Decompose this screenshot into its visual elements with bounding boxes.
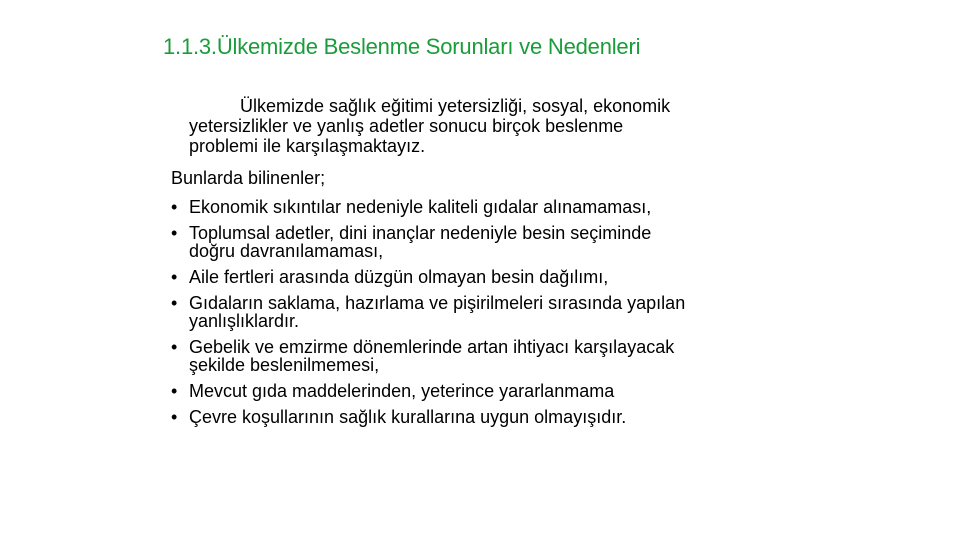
bullet-text: Toplumsal adetler, dini inançlar nedeniyle besin seçiminde <box>189 223 652 243</box>
subheading: Bunlarda bilinenler; <box>171 168 326 188</box>
bullet-icon: • <box>171 223 178 243</box>
intro-line: yetersizlikler ve yanlış adetler sonucu birçok beslenme <box>189 116 624 136</box>
bullet-icon: • <box>171 381 178 401</box>
intro-paragraph <box>189 96 789 156</box>
bullet-item <box>171 336 811 376</box>
intro-line: problemi ile karşılaşmaktayız. <box>189 136 426 156</box>
bullet-list <box>171 196 811 432</box>
bullet-item <box>171 380 811 402</box>
bullet-text: doğru davranılamaması, <box>189 241 384 261</box>
intro-line: Ülkemizde sağlık eğitimi yetersizliği, sosyal, ekonomik <box>240 96 671 116</box>
bullet-icon: • <box>171 197 178 217</box>
bullet-icon: • <box>171 293 178 313</box>
bullet-icon: • <box>171 267 178 287</box>
bullet-text: Ekonomik sıkıntılar nedeniyle kaliteli gıdalar alınamaması, <box>189 197 652 217</box>
slide-title: 1.1.3.Ülkemizde Beslenme Sorunları ve Nedenleri <box>163 34 641 59</box>
bullet-item <box>171 266 811 288</box>
bullet-text: Mevcut gıda maddelerinden, yeterince yararlanmama <box>189 381 615 401</box>
bullet-text: Gıdaların saklama, hazırlama ve pişirilmeleri sırasında yapılan <box>189 293 686 313</box>
bullet-item <box>171 406 811 428</box>
bullet-icon: • <box>171 337 178 357</box>
bullet-icon: • <box>171 407 178 427</box>
bullet-item <box>171 196 811 218</box>
bullet-text: Gebelik ve emzirme dönemlerinde artan ihtiyacı karşılayacak <box>189 337 675 357</box>
bullet-item <box>171 222 811 262</box>
bullet-item <box>171 292 811 332</box>
bullet-text: yanlışlıklardır. <box>189 311 300 331</box>
bullet-text: şekilde beslenilmemesi, <box>189 355 380 375</box>
bullet-text: Aile fertleri arasında düzgün olmayan besin dağılımı, <box>189 267 609 287</box>
bullet-text: Çevre koşullarının sağlık kurallarına uygun olmayışıdır. <box>189 407 627 427</box>
